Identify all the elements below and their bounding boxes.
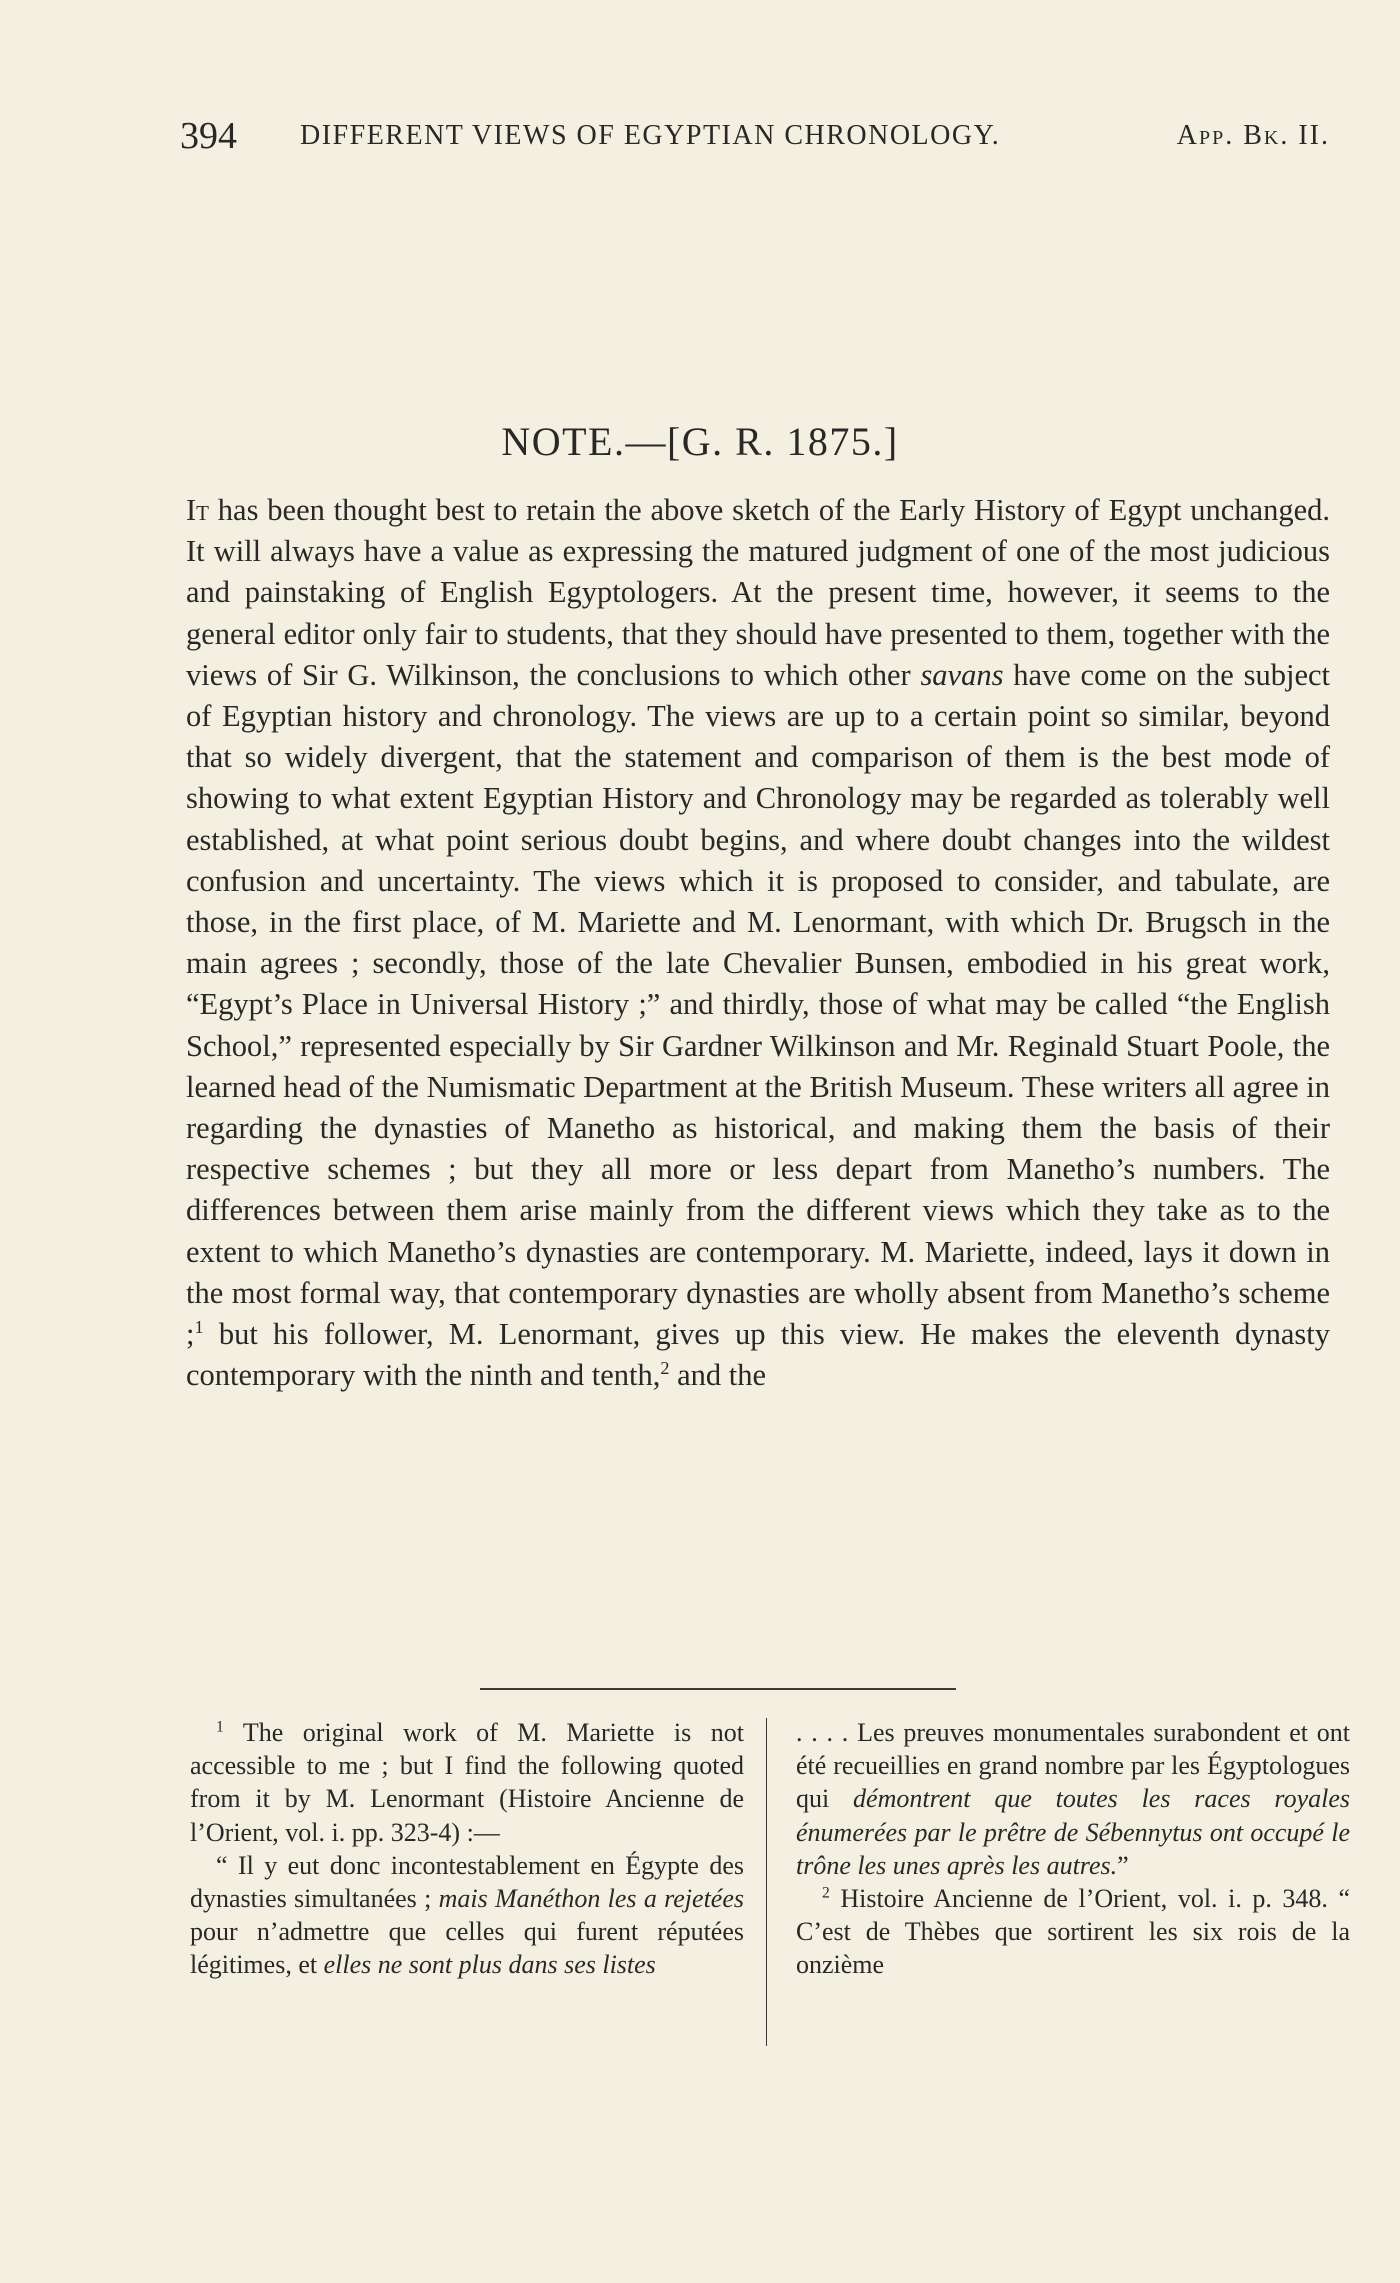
quote-italic-1: mais Manéthon les a rejetées (438, 1884, 744, 1914)
footnote-2-number: 2 (822, 1884, 830, 1902)
footnotes-right-column (796, 1716, 1350, 1982)
body-text-part-1: has been thought best to retain the above sketch of the Early History of Egypt unchanged. It will always have a value as expressing the matured judgment of one of the most judicious and painstaking of English Egyptologers. At the present time, however, it seems to the general editor only fair to students, that they should have presented to them, together with the views of Sir G. Wilkinson, the conclusions to which other (186, 493, 1330, 692)
quote-text-3: . . . . Les preuves monumentales surabondent et ont été recueillies en grand nombre par les Égyptologues qui (796, 1718, 1350, 1814)
quote-text-2: pour n’admettre que celles qui furent réputées légitimes, et (190, 1917, 744, 1980)
book-reference: App. Bk. II. (1176, 120, 1330, 151)
footnote-1 (190, 1716, 744, 1849)
note-heading: NOTE.—[G. R. 1875.] (501, 419, 899, 464)
body-text-part-2: have come on the subject of Egyptian history and chronology. The views are up to a certain point so similar, beyond that so widely divergent, that the statement and comparison of them is the best mode of showing to what extent Egyptian History and Chronology may be regarded as tolerably well established, at what point serious doubt begins, and where doubt changes into the wildest confusion and uncertainty. The views which it is proposed to consider, and tabulate, are those, in the first place, of M. Mariette and M. Lenormant, with which Dr. Brugsch in the main agrees ; secondly, those of the late Chevalier Bunsen, embodied in his great work, “Egypt’s Place in Universal History ;” and thirdly, those of what may be called “the English School,” represented especially by Sir Gardner Wilkinson and Mr. Reginald Stuart Poole, the learned head of the Numismatic Department at the British Museum. These writers all agree in regarding the dynasties of Manetho as historical, and making them the basis of their respective schemes ; but they all more or less depart from Manetho’s numbers. The differences between them arise mainly from the different views which they take as to the extent to which Manetho’s dynasties are contemporary. M. Mariette, indeed, lays it down in the most formal way, that contemporary dynasties are wholly absent from Manetho’s scheme ; (186, 657, 1330, 1352)
running-head (180, 112, 1330, 160)
footnote-1-quote-continued (796, 1716, 1350, 1882)
footnote-column-divider (766, 1718, 767, 2046)
italic-savans: savans (920, 657, 1004, 692)
footnote-2-text: Histoire Ancienne de l’Orient, vol. i. p. 348. “ C’est de Thèbes que sortirent les six rois de la onzième (796, 1884, 1350, 1980)
quote-italic-3: démontrent que toutes les races royales énumerées par le prêtre de Sébennytus ont occupé le trône les unes après les autres. (796, 1784, 1350, 1880)
page-number: 394 (180, 115, 237, 157)
footnotes-left-column (190, 1716, 744, 1982)
footnote-2 (796, 1882, 1350, 1982)
quote-italic-2: elles ne sont plus dans ses listes (323, 1950, 656, 1980)
footnote-1-number: 1 (216, 1718, 224, 1736)
body-text-part-3: but his follower, M. Lenormant, gives up this view. He makes the eleventh dynasty contemporary with the ninth and tenth, (186, 1317, 1330, 1393)
footnote-ref-1: 1 (194, 1316, 204, 1337)
dropcap-word: It (186, 493, 209, 527)
body-text-part-4: and the (669, 1358, 767, 1393)
body-paragraph (186, 490, 1330, 1396)
footnote-1-text: The original work of M. Mariette is not accessible to me ; but I find the following quoted from it by M. Lenormant (Histoire Ancienne de l’Orient, vol. i. pp. 323-4) :— (190, 1718, 744, 1847)
running-title: DIFFERENT VIEWS OF EGYPTIAN CHRONOLOGY. (300, 120, 1001, 151)
footnote-separator (480, 1688, 956, 1690)
quote-text-1: “ Il y eut donc incontestablement en Égypte des dynasties simultanées ; (190, 1850, 744, 1914)
quote-close: ” (1117, 1850, 1129, 1880)
footnote-1-quote (190, 1849, 744, 1982)
footnote-ref-2: 2 (660, 1358, 670, 1379)
